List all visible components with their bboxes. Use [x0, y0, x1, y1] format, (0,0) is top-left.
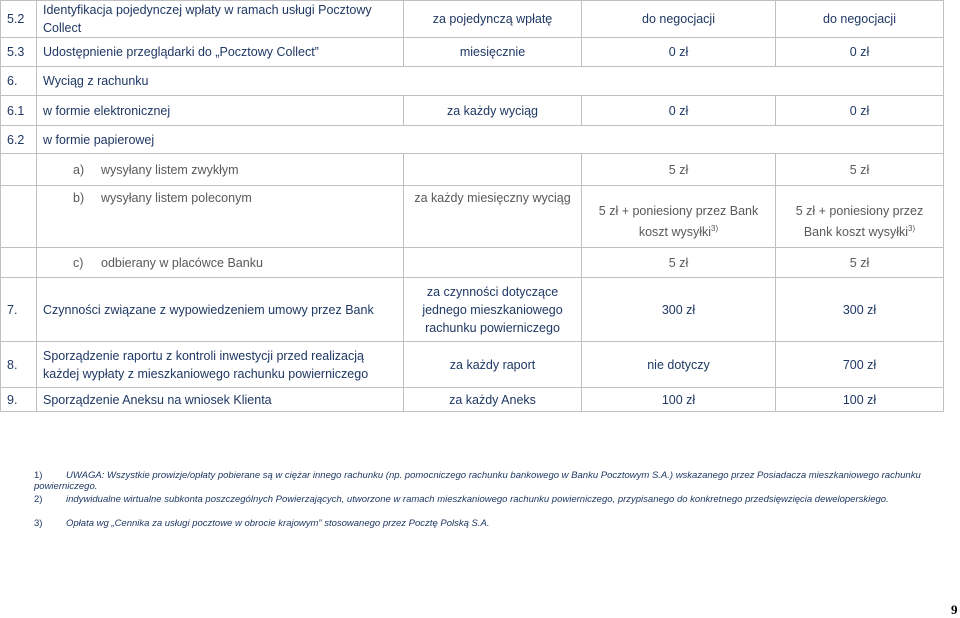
row-letter: c)	[73, 255, 84, 270]
table-row	[1, 67, 944, 96]
row-number: 5.3	[1, 38, 37, 67]
footnote-3	[34, 518, 489, 529]
row-value-2: 5 zł	[776, 154, 944, 186]
row-letter: b)	[73, 191, 85, 205]
row-value-1	[582, 186, 776, 248]
table-row	[1, 388, 944, 412]
row-label: Identyfikacja pojedynczej wpłaty w ramach usługi Pocztowy Collect	[37, 1, 404, 38]
row-value-2: do negocjacji	[776, 1, 944, 38]
footnote-ref: 3)	[711, 223, 719, 233]
footnote-1	[34, 470, 960, 492]
table-row	[1, 342, 944, 388]
row-value-2: 0 zł	[776, 96, 944, 126]
row-label: w formie papierowej	[37, 126, 944, 154]
footnote-ref: 3)	[908, 223, 916, 233]
row-basis: za każdy raport	[404, 342, 582, 388]
row-value-2: 700 zł	[776, 342, 944, 388]
row-number: 7.	[1, 278, 37, 342]
row-basis: za pojedynczą wpłatę	[404, 1, 582, 38]
row-label	[37, 186, 404, 248]
footnote-number: 2)	[34, 494, 43, 505]
table-row	[1, 126, 944, 154]
row-basis: miesięcznie	[404, 38, 582, 67]
row-basis: za każdy Aneks	[404, 388, 582, 412]
row-value-1: nie dotyczy	[582, 342, 776, 388]
footnote-number: 3)	[34, 518, 43, 529]
row-label: Wyciąg z rachunku	[37, 67, 944, 96]
table-row	[1, 248, 944, 278]
row-value-1: 0 zł	[582, 38, 776, 67]
row-number: 8.	[1, 342, 37, 388]
row-value-2: 0 zł	[776, 38, 944, 67]
row-value-2	[776, 186, 944, 248]
row-value-1: 100 zł	[582, 388, 776, 412]
table-row	[1, 154, 944, 186]
row-value-2: 100 zł	[776, 388, 944, 412]
row-value-1: 0 zł	[582, 96, 776, 126]
row-text: odbierany w placówce Banku	[101, 255, 263, 270]
row-value-1: 5 zł	[582, 248, 776, 278]
table-row	[1, 186, 944, 248]
row-label: Czynności związane z wypowiedzeniem umowy przez Bank	[37, 278, 404, 342]
value-text: 5 zł + poniesiony przez Bank koszt wysyłki	[795, 203, 924, 240]
row-value-2: 5 zł	[776, 248, 944, 278]
row-value-1: 300 zł	[582, 278, 776, 342]
footnote-text: Opłata wg „Cennika za usługi pocztowe w obrocie krajowym” stosowanego przez Pocztę Polską S.A.	[66, 518, 490, 529]
row-text: wysyłany listem poleconym	[101, 191, 252, 205]
row-number: 5.2	[1, 1, 37, 38]
footnote-2	[34, 494, 889, 505]
row-label: Sporządzenie Aneksu na wniosek Klienta	[37, 388, 404, 412]
table-row	[1, 38, 944, 67]
row-label: w formie elektronicznej	[37, 96, 404, 126]
row-number: 9.	[1, 388, 37, 412]
row-label: Sporządzenie raportu z kontroli inwestycji przed realizacją każdej wypłaty z mieszkaniowego rachunku powierniczego	[37, 342, 404, 388]
page-number: 9	[951, 602, 958, 617]
row-value-1: 5 zł	[582, 154, 776, 186]
row-basis: za każdy miesięczny wyciąg	[404, 186, 582, 248]
row-value-2: 300 zł	[776, 278, 944, 342]
table-row	[1, 1, 944, 38]
value-text: 5 zł + poniesiony przez Bank koszt wysyłki	[598, 203, 759, 240]
row-value-1: do negocjacji	[582, 1, 776, 38]
table-row	[1, 278, 944, 342]
footnote-text: UWAGA: Wszystkie prowizje/opłaty pobierane są w ciężar innego rachunku (np. pomocniczego rachunku bankowego w Banku Pocztowym S.A.) wskazanego przez Posiadacza mieszkaniowego rachunku powierniczego.	[34, 470, 921, 492]
row-number: 6.1	[1, 96, 37, 126]
row-label: Udostępnienie przeglądarki do „Pocztowy Collect”	[37, 38, 404, 67]
row-text: wysyłany listem zwykłym	[101, 162, 239, 177]
footnote-number: 1)	[34, 470, 43, 481]
row-letter: a)	[73, 162, 85, 177]
row-label	[37, 154, 404, 186]
row-label	[37, 248, 404, 278]
row-number: 6.2	[1, 126, 37, 154]
row-basis: za każdy wyciąg	[404, 96, 582, 126]
footnote-text: indywidualne wirtualne subkonta poszczególnych Powierzających, utworzone w ramach mieszkaniowego rachunku powierniczego, przypisanego do konkretnego przedsięwzięcia deweloperskiego.	[66, 494, 889, 505]
row-number: 6.	[1, 67, 37, 96]
row-basis: za czynności dotyczące jednego mieszkaniowego rachunku powierniczego	[404, 278, 582, 342]
table-row	[1, 96, 944, 126]
